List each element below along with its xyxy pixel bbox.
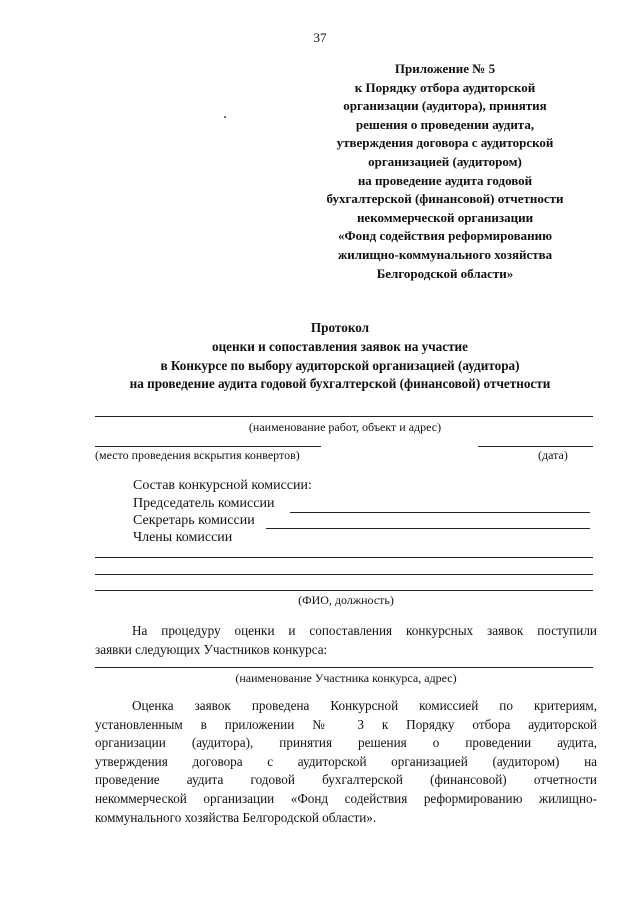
place-caption: (место проведения вскрытия конвертов) [95, 448, 300, 462]
paragraph-line: некоммерческой организации «Фонд содействия реформированию жилищно- [95, 790, 597, 806]
paragraph-line: установленным в приложении № 3 к Порядку отбора аудиторской [95, 716, 597, 732]
members-blank-line[interactable] [95, 590, 593, 591]
protocol-title-line: в Конкурсе по выбору аудиторской организацией (аудитора) [160, 357, 520, 373]
page-number: 37 [313, 30, 327, 45]
protocol-title-line: Протокол [310, 320, 370, 335]
appendix-line: на проведение аудита годовой [357, 172, 533, 188]
secretary-blank-line[interactable] [266, 528, 590, 529]
commission-heading: Состав конкурсной комиссии: [133, 478, 312, 493]
appendix-header [300, 60, 590, 283]
protocol-title-line: на проведение аудита годовой бухгалтерской (финансовой) отчетности [129, 376, 551, 392]
appendix-line: жилищно-коммунального хозяйства [337, 246, 553, 262]
fio-caption: (ФИО, должность) [298, 593, 394, 607]
protocol-title [60, 319, 620, 394]
chairman-label: Председатель комиссии [133, 496, 275, 511]
appendix-line: Приложение № 5 [394, 61, 496, 76]
paragraph-line: На процедуру оценки и сопоставления конкурсных заявок поступили [132, 623, 597, 638]
appendix-line: утверждения договора с аудиторской [336, 135, 554, 151]
participant-blank-line[interactable] [95, 667, 593, 668]
paragraph-line: заявки следующих Участников конкурса: [95, 641, 328, 657]
appendix-line: решения о проведении аудита, [355, 116, 535, 132]
participant-caption: (наименование Участника конкурса, адрес) [235, 671, 457, 685]
paragraph-line: проведение аудита годовой бухгалтерской (финансовой) отчетности [95, 772, 597, 788]
works-caption: (наименование работ, объект и адрес) [248, 420, 442, 434]
secretary-label: Секретарь комиссии [133, 513, 255, 528]
members-blank-line[interactable] [95, 574, 593, 575]
appendix-line: бухгалтерской (финансовой) отчетности [326, 191, 564, 207]
appendix-line: Белгородской области» [376, 265, 514, 281]
members-label: Члены комиссии [133, 530, 233, 545]
date-caption: (дата) [538, 448, 568, 462]
evaluation-paragraph [95, 697, 597, 827]
date-blank-line[interactable] [478, 446, 593, 447]
scan-speck [224, 116, 226, 118]
appendix-line: организацией (аудитором) [368, 153, 522, 169]
chairman-blank-line[interactable] [290, 512, 590, 513]
paragraph-line: Оценка заявок проведена Конкурсной комиссией по критериям, [132, 698, 597, 713]
appendix-line: некоммерческой организации [356, 209, 534, 225]
paragraph-line: организации (аудитора), принятия решения о проведении аудита, [95, 735, 597, 751]
members-blank-line[interactable] [95, 557, 593, 558]
protocol-title-line: оценки и сопоставления заявок на участие [211, 338, 469, 354]
works-blank-line[interactable] [95, 416, 593, 417]
appendix-line: к Порядку отбора аудиторской [354, 79, 536, 95]
appendix-line: «Фонд содействия реформированию [337, 228, 553, 244]
place-blank-line[interactable] [95, 446, 321, 447]
paragraph-line: утверждения договора с аудиторской организацией (аудитором) на [95, 753, 597, 769]
paragraph-line: коммунального хозяйства Белгородской области». [95, 809, 377, 825]
appendix-line: организации (аудитора), принятия [343, 98, 547, 114]
intake-paragraph [95, 622, 597, 659]
